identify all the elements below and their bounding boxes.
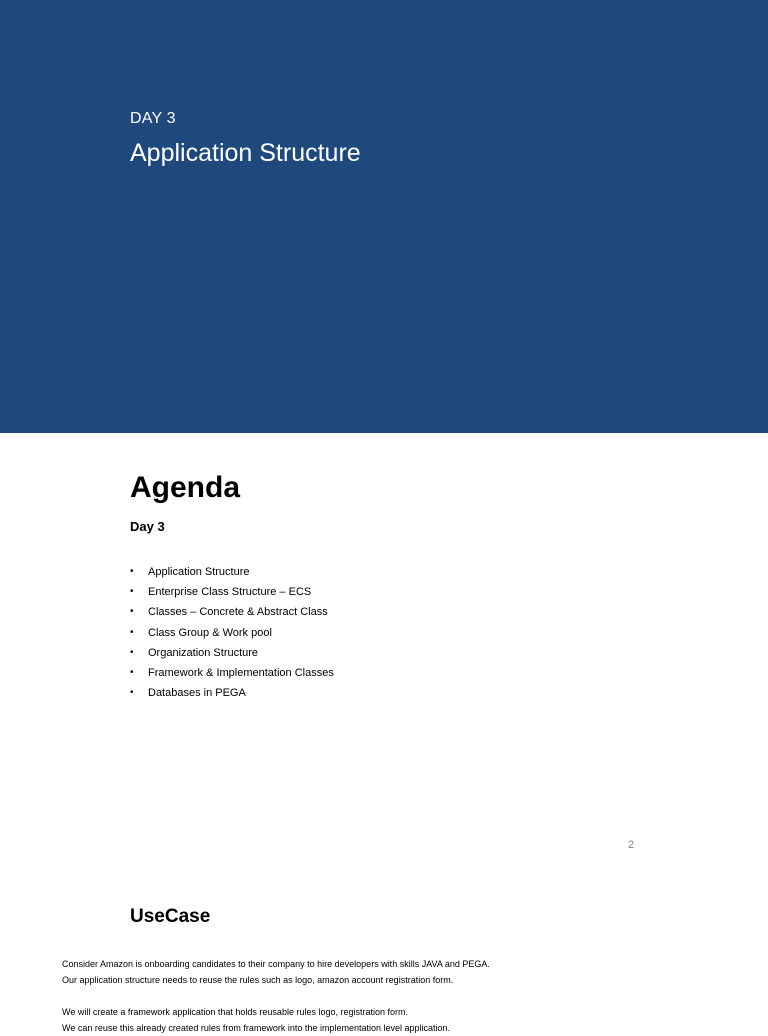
bullet-icon: •	[130, 666, 134, 678]
title-slide	[0, 0, 768, 433]
bullet-icon: •	[130, 606, 134, 618]
agenda-item	[130, 643, 334, 663]
bullet-icon: •	[130, 566, 134, 577]
agenda-item-label: Class Group & Work pool	[148, 626, 272, 639]
agenda-item	[130, 663, 334, 683]
bullet-icon: •	[130, 626, 134, 638]
bullet-icon: •	[130, 586, 134, 598]
usecase-slide	[0, 871, 768, 1033]
agenda-day-subheading: Day 3	[130, 519, 165, 534]
agenda-item	[130, 582, 334, 602]
usecase-paragraph: Our application structure needs to reuse the rules such as logo, amazon account registration form.	[62, 975, 454, 985]
usecase-paragraph: We can reuse this already created rules from framework into the implementation level application.	[62, 1023, 451, 1033]
agenda-slide	[0, 433, 768, 871]
agenda-item	[130, 602, 334, 622]
day-label: DAY 3	[130, 110, 176, 127]
slide-title: Application Structure	[130, 139, 361, 167]
agenda-item-label: Databases in PEGA	[148, 687, 246, 700]
agenda-item-label: Application Structure	[148, 566, 250, 578]
agenda-heading: Agenda	[130, 471, 241, 504]
bullet-icon: •	[130, 687, 134, 699]
agenda-list	[130, 562, 334, 703]
agenda-item-label: Classes – Concrete & Abstract Class	[148, 606, 328, 619]
agenda-item-label: Organization Structure	[148, 646, 259, 659]
bullet-icon: •	[130, 646, 134, 658]
agenda-item-label: Framework & Implementation Classes	[148, 666, 334, 679]
page-number: 2	[628, 839, 635, 851]
paragraph-spacer	[62, 988, 722, 1004]
usecase-body	[62, 956, 722, 1036]
agenda-item	[130, 683, 334, 703]
agenda-item-label: Enterprise Class Structure – ECS	[148, 586, 312, 599]
agenda-item	[130, 623, 334, 643]
usecase-heading: UseCase	[130, 906, 211, 927]
agenda-item	[130, 562, 334, 582]
usecase-paragraph: We will create a framework application that holds reusable rules logo, registration form.	[62, 1007, 408, 1017]
usecase-paragraph: Consider Amazon is onboarding candidates to their company to hire developers with skills JAVA and PEGA.	[62, 959, 490, 969]
